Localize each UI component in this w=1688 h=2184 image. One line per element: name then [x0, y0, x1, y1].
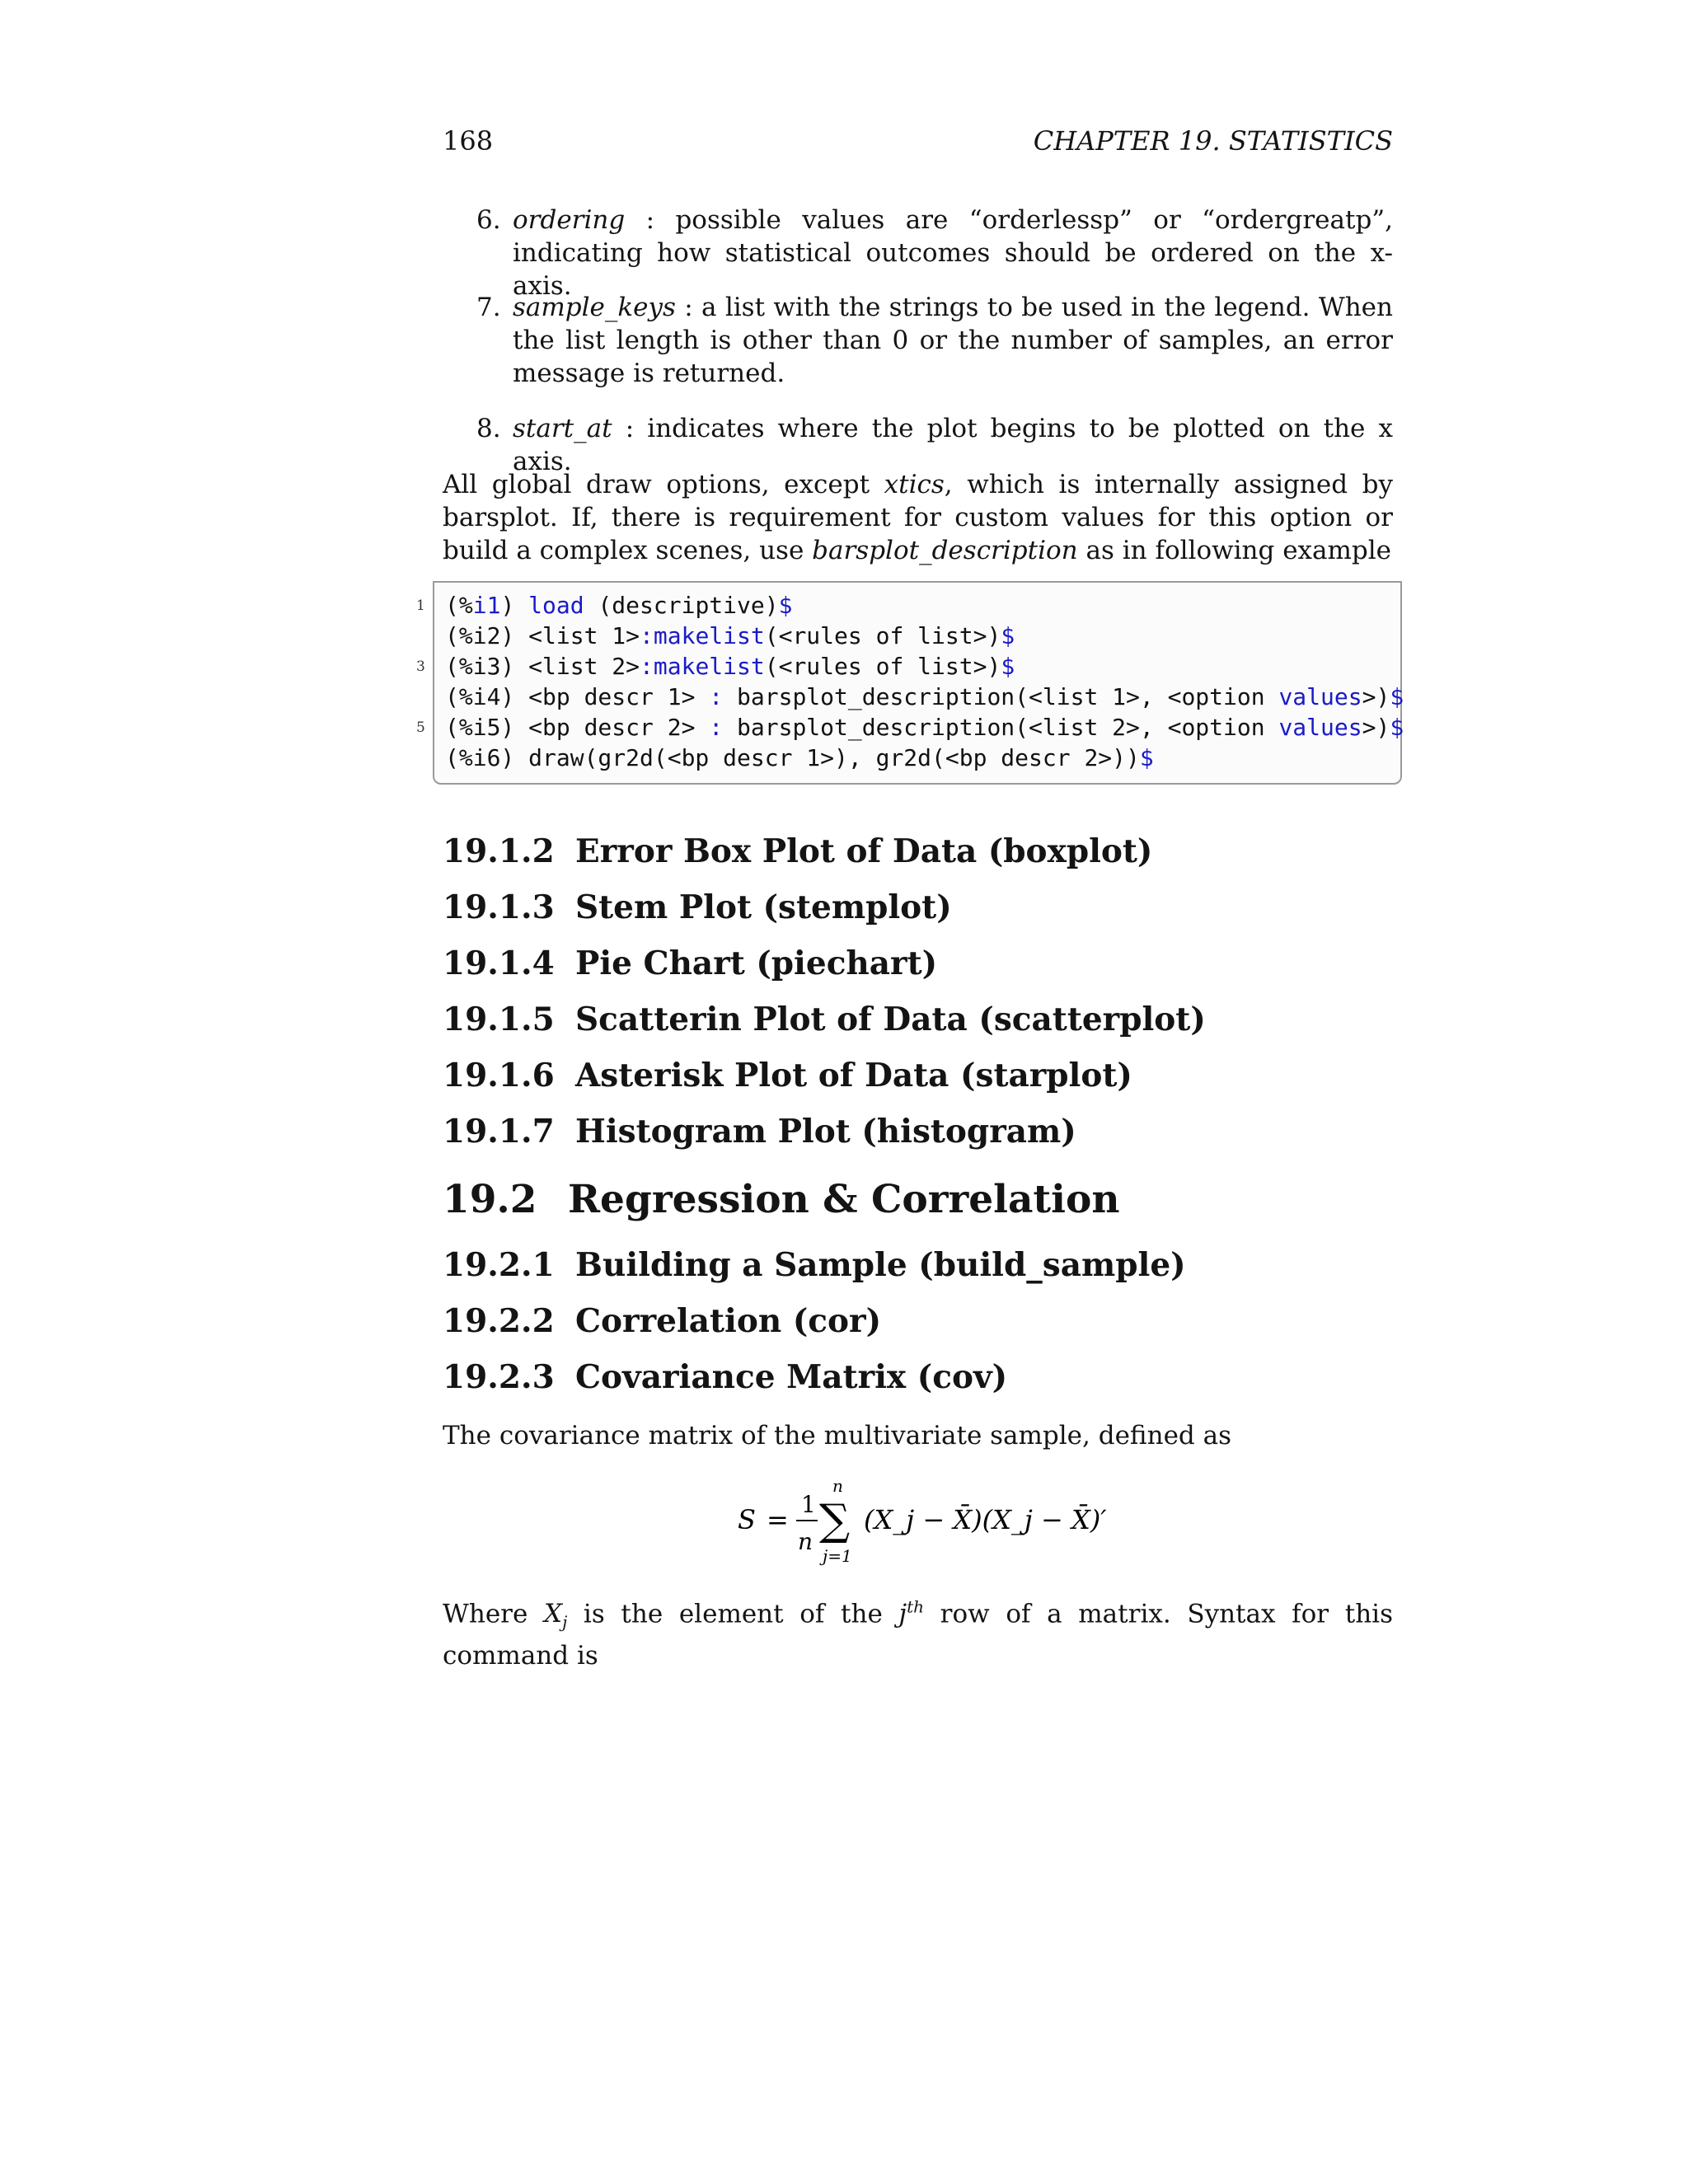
text-run: , which is internally assigned by barsplot. If, there is requirement for custom values for this option or build a complex scenes, use	[443, 470, 1393, 565]
subsection-heading: 19.1.6 Asterisk Plot of Data (starplot)	[443, 1057, 1132, 1094]
text-run: All global draw options, except	[443, 470, 884, 499]
sum-upper-limit: n	[832, 1476, 843, 1496]
list-item	[476, 204, 1393, 302]
text-run: Where	[443, 1599, 544, 1629]
text-run: as in following example	[1077, 536, 1392, 565]
list-item	[476, 291, 1393, 390]
code-line-number: 5	[416, 719, 425, 736]
subsection-heading: 19.1.4 Pie Chart (piechart)	[443, 944, 938, 982]
math-symbol: $j^{th}$	[898, 1597, 925, 1629]
code-line-number: 3	[416, 658, 425, 675]
option-term: sample_keys	[513, 293, 676, 322]
code-line-number: 1	[416, 598, 425, 614]
list-item-number: 7.	[476, 293, 501, 322]
page-number: 168	[443, 125, 494, 157]
code-line: (%i6) draw(gr2d(<bp descr 1>), gr2d(<bp descr 2>))$	[445, 744, 1154, 771]
covariance-formula	[725, 1475, 1187, 1566]
code-line: (%i2) <list 1>:makelist(<rules of list>)$	[445, 622, 1015, 649]
summation-icon: ∑	[819, 1496, 851, 1545]
code-line: (%i4) <bp descr 1> : barsplot_description(<list 1>, <option values>)$	[445, 683, 1404, 710]
option-description: : a list with the strings to be used in the legend. When the list length is other than 0 or the number of samples, an error message is returned.	[513, 293, 1393, 388]
math-symbol: $X_j$	[544, 1599, 568, 1633]
option-description: : possible values are “orderlessp” or “ordergreatp”, indicating how statistical outcomes should be ordered on the x-axis.	[513, 205, 1393, 301]
text-run: is the element of the	[567, 1599, 899, 1629]
body-paragraph: The covariance matrix of the multivariate sample, defined as	[443, 1421, 1232, 1451]
list-item-number: 6.	[476, 205, 501, 235]
subsection-heading: 19.1.7 Histogram Plot (histogram)	[443, 1113, 1076, 1151]
option-description: : indicates where the plot begins to be plotted on the x axis.	[513, 414, 1393, 476]
code-line: (%i3) <list 2>:makelist(<rules of list>)$	[445, 653, 1015, 680]
italic-term: barsplot_description	[812, 536, 1078, 565]
sum-lower-limit: j=1	[823, 1546, 852, 1566]
subsection-heading: 19.1.2 Error Box Plot of Data (boxplot)	[443, 832, 1153, 870]
formula-numerator: 1	[801, 1491, 816, 1518]
subsection-heading: 19.2.3 Covariance Matrix (cov)	[443, 1358, 1008, 1396]
option-term: ordering	[513, 205, 626, 235]
subsection-heading: 19.2.1 Building a Sample (build_sample)	[443, 1246, 1186, 1284]
subsection-heading: 19.2.2 Correlation (cor)	[443, 1302, 882, 1340]
italic-term: xtics	[884, 470, 945, 499]
list-item-number: 8.	[476, 414, 501, 443]
formula-lhs: S	[738, 1504, 756, 1535]
body-paragraph	[443, 468, 1393, 567]
formula-equals: =	[767, 1504, 789, 1535]
subsection-heading: 19.1.5 Scatterin Plot of Data (scatterplot)	[443, 1001, 1206, 1038]
code-line: (%i5) <bp descr 2> : barsplot_description(<list 2>, <option values>)$	[445, 714, 1404, 741]
option-term: start_at	[513, 414, 612, 443]
formula-denominator: n	[798, 1528, 814, 1555]
subsection-heading: 19.1.3 Stem Plot (stemplot)	[443, 888, 952, 926]
section-heading: 19.2 Regression & Correlation	[443, 1177, 1120, 1222]
running-header: CHAPTER 19. STATISTICS	[1033, 125, 1393, 157]
formula-body: (X_j − X̄)(X_j − X̄)′	[864, 1504, 1107, 1535]
text-run: row of a matrix. Syntax for this command is	[443, 1599, 1393, 1671]
body-paragraph	[443, 1591, 1393, 1672]
code-line: (%i1) load (descriptive)$	[445, 592, 793, 619]
